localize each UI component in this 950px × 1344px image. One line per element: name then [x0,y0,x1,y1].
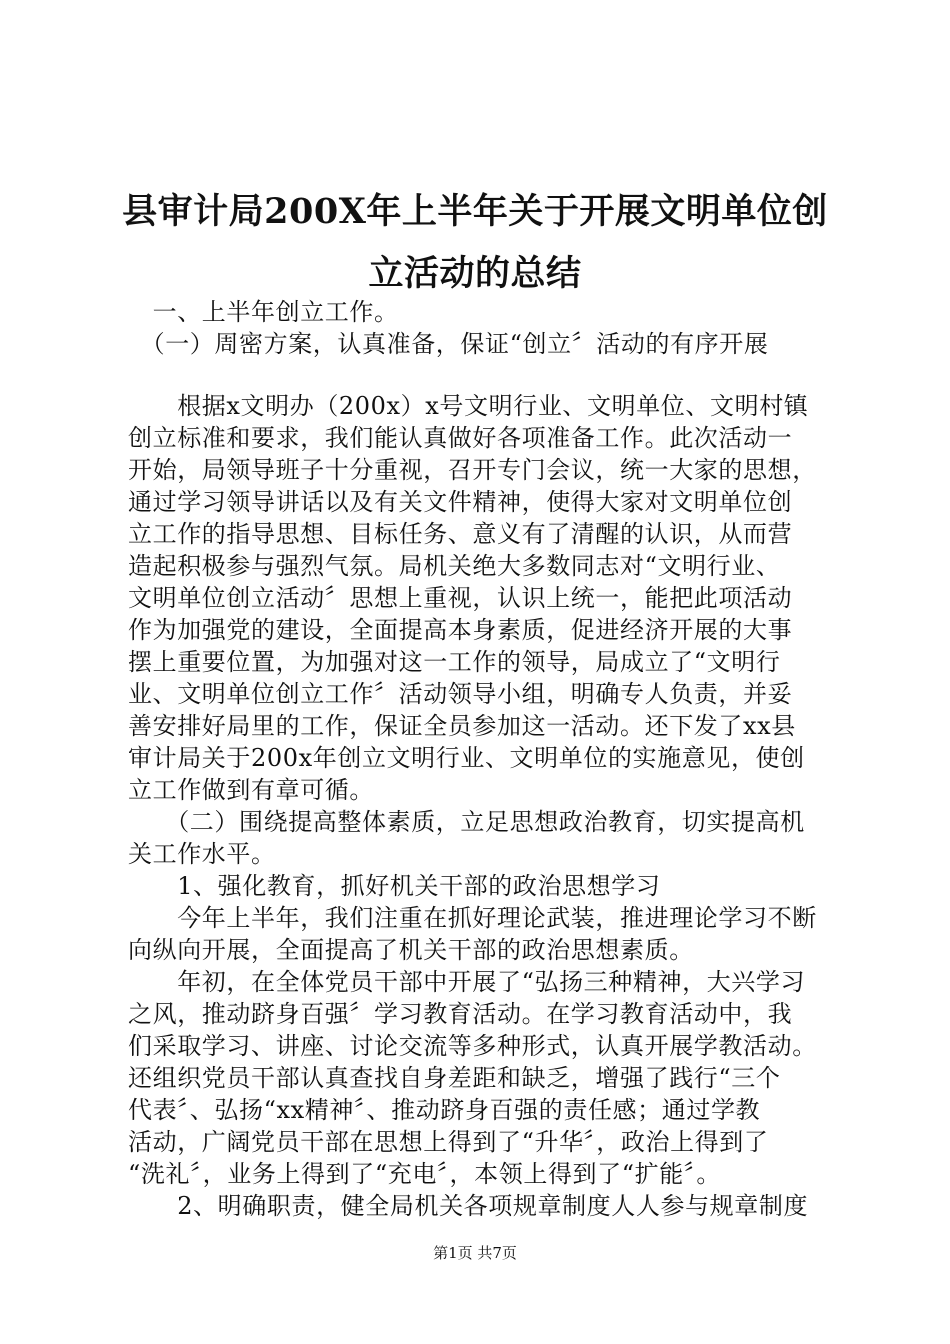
body-line: 根据x文明办（200x）x号文明行业、文明单位、文明村镇 [128,392,809,420]
body-line: 一、上半年创立工作。 [128,298,399,326]
body-line: 开始，局领导班子十分重视，召开专门会议，统一大家的思想， [128,456,817,484]
body-line: “洗礼〞，业务上得到了“充电〞，本领上得到了“扩能〞。 [128,1160,722,1188]
body-line: 年初，在全体党员干部中开展了“弘扬三种精神，大兴学习 [128,968,806,996]
body-line: 立工作的指导思想、目标任务、意义有了清醒的认识，从而营 [128,520,793,548]
body-line: 作为加强党的建设，全面提高本身素质，促进经济开展的大事 [128,616,793,644]
body-line: 摆上重要位置，为加强对这一工作的领导，局成立了“文明行 [128,648,781,676]
body-line: 关工作水平。 [128,840,276,868]
body-line: 活动，广阔党员干部在思想上得到了“升华〞，政治上得到了 [128,1128,769,1156]
document-title-line-1: 县审计局200X年上半年关于开展文明单位创 [122,191,828,232]
body-line: 今年上半年，我们注重在抓好理论武装，推进理论学习不断 [128,904,817,932]
body-line: 向纵向开展，全面提高了机关干部的政治思想素质。 [128,936,694,964]
body-line: 善安排好局里的工作，保证全员参加这一活动。还下发了xx县 [128,712,796,740]
body-line: 创立标准和要求，我们能认真做好各项准备工作。此次活动一 [128,424,793,452]
document-title-line-2: 立活动的总结 [368,253,582,294]
body-line: 1、强化教育，抓好机关干部的政治思想学习 [128,872,661,900]
body-line: 之风，推动跻身百强〞学习教育活动。在学习教育活动中，我 [128,1000,793,1028]
body-line: 造起积极参与强烈气氛。局机关绝大多数同志对“文明行业、 [128,552,781,580]
body-line: （一）周密方案，认真准备，保证“创立〞活动的有序开展 [128,330,769,358]
body-line: 通过学习领导讲话以及有关文件精神，使得大家对文明单位创 [128,488,793,516]
body-line: 还组织党员干部认真查找自身差距和缺乏，增强了践行“三个 [128,1064,781,1092]
body-line: 立工作做到有章可循。 [128,776,374,804]
body-line: 审计局关于200x年创立文明行业、文明单位的实施意见，使创 [128,744,805,772]
body-line: （二）围绕提高整体素质，立足思想政治教育，切实提高机 [128,808,805,836]
body-line: 2、明确职责，健全局机关各项规章制度人人参与规章制度 [128,1192,809,1220]
body-line: 代表〞、弘扬“xx精神〞、推动跻身百强的责任感；通过学教 [128,1096,761,1124]
body-line: 文明单位创立活动〞思想上重视，认识上统一，能把此项活动 [128,584,793,612]
body-line: 业、文明单位创立工作〞活动领导小组，明确专人负责，并妥 [128,680,793,708]
page-footer: 第1页 共7页 [433,1244,517,1262]
body-line: 们采取学习、讲座、讨论交流等多种形式，认真开展学教活动。 [128,1032,817,1060]
